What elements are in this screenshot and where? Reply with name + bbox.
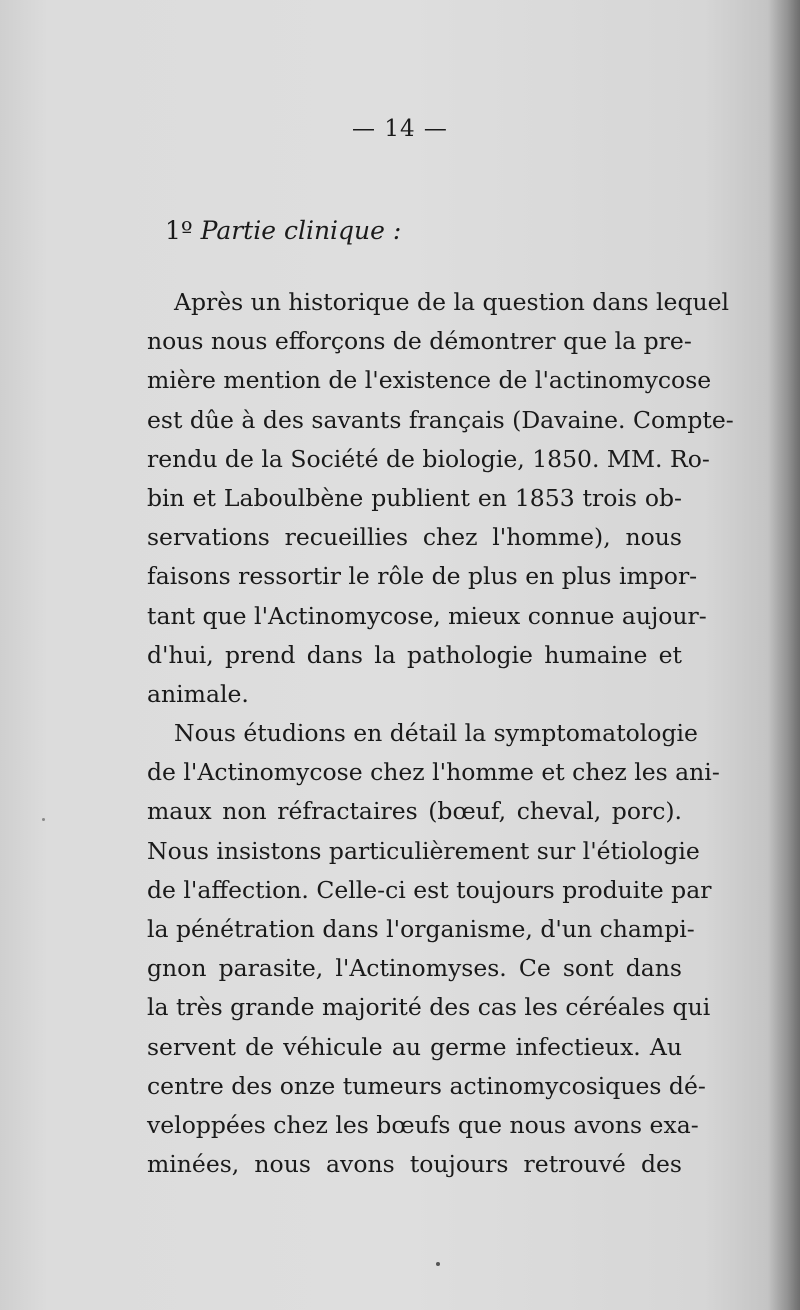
print-speck — [42, 818, 45, 821]
text-line: nous nous efforçons de démontrer que la pre- — [147, 327, 692, 356]
text-line: rendu de la Société de biologie, 1850. MM. Ro- — [147, 444, 710, 473]
print-speck — [436, 1262, 440, 1266]
text-line: la pénétration dans l'organisme, d'un champi- — [147, 915, 695, 943]
text-line: d'hui, prend dans la pathologie humaine et — [147, 640, 682, 669]
text-line: Après un historique de la question dans lequel — [174, 288, 730, 316]
paragraph-2 — [147, 714, 720, 1184]
text-line: mière mention de l'existence de l'actinomycose — [147, 366, 712, 395]
text-line: de l'affection. Celle-ci est toujours produite par — [147, 875, 712, 904]
text-line: de l'Actinomycose chez l'homme et chez les ani- — [147, 758, 720, 787]
paragraph-1 — [147, 283, 734, 714]
text-line: Nous étudions en détail la symptomatologie — [174, 719, 698, 748]
text-line: bin et Laboulbène publient en 1853 trois ob- — [147, 483, 682, 512]
text-line: faisons ressortir le rôle de plus en plus impor- — [147, 562, 698, 591]
page-number: — 14 — — [352, 116, 448, 142]
text-line: tant que l'Actinomycose, mieux connue aujour- — [147, 601, 707, 630]
text-line: Nous insistons particulièrement sur l'étiologie — [147, 836, 700, 865]
text-line: est dûe à des savants français (Davaine. Compte- — [147, 405, 734, 434]
text-line: gnon parasite, l'Actinomyses. Ce sont dans — [147, 954, 682, 983]
text-line: centre des onze tumeurs actinomycosiques dé- — [147, 1071, 706, 1100]
text-line: maux non réfractaires (bœuf, cheval, porc). — [147, 797, 682, 826]
text-line: servent de véhicule au germe infectieux. Au — [147, 1032, 682, 1061]
page-edge-shadow — [768, 0, 800, 1310]
body-text — [147, 283, 734, 1184]
section-heading — [165, 216, 401, 245]
text-line: veloppées chez les bœufs que nous avons exa- — [147, 1110, 699, 1139]
text-line: minées, nous avons toujours retrouvé des — [147, 1150, 682, 1179]
text-line: la très grande majorité des cas les céréales qui — [147, 993, 711, 1022]
text-line: servations recueillies chez l'homme), nous — [147, 523, 682, 552]
section-heading-number: 1º — [165, 216, 193, 245]
section-heading-title: Partie clinique : — [200, 216, 402, 245]
text-line: animale. — [147, 679, 249, 708]
